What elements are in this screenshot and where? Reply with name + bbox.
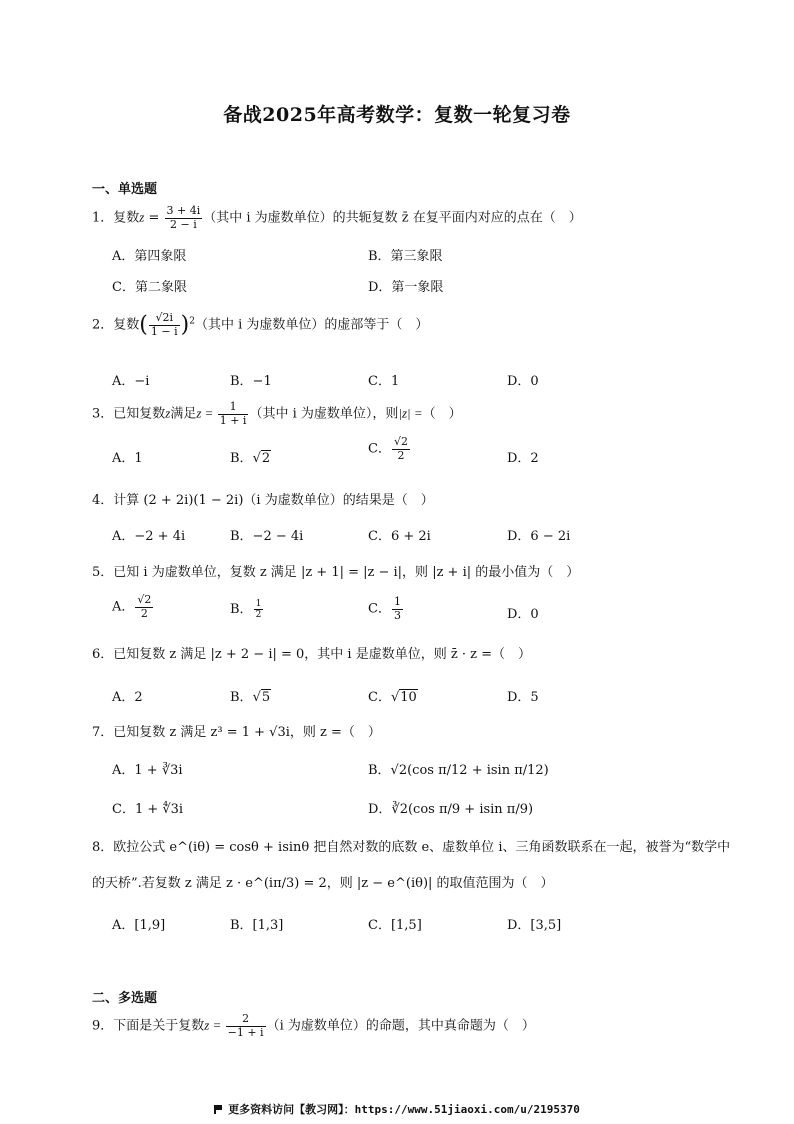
q2-num: √2i — [149, 312, 180, 326]
q9-den: −1 + i — [227, 1025, 264, 1039]
q8-option-d[interactable]: D．[3,5] — [507, 918, 562, 933]
q7-option-c[interactable]: C．1 + ∜3i — [112, 802, 184, 817]
footer-link[interactable]: 更多资料访问【教习网】：https://www.51jiaoxi.com/u/2195370 — [228, 1103, 580, 1116]
footer[interactable] — [0, 1101, 794, 1117]
q6-option-d[interactable]: D．5 — [507, 690, 539, 705]
page-title: 备战2025年高考数学：复数一轮复习卷 — [223, 104, 571, 126]
section-heading-multi-choice: 二、多选题 — [92, 991, 158, 1006]
q6-b-value: 5 — [261, 690, 271, 705]
q6-b-label: B． — [230, 690, 253, 705]
q2-prefix: 2．复数 — [92, 317, 140, 333]
q4-option-a[interactable]: A．−2 + 4i — [112, 529, 186, 544]
q2-option-d[interactable]: D．0 — [507, 374, 539, 389]
q2-den: 1 − i — [150, 324, 178, 338]
q3-num: 1 — [218, 401, 249, 415]
q3-option-c[interactable] — [368, 436, 411, 462]
section-heading-single-choice: 一、单选题 — [92, 182, 158, 197]
q3-abs: |z| = — [398, 405, 423, 421]
question-2: 2．复数( $\frac{√2i}{1 - i}$ )$^2$（其中 i 为虚数单位）的虚部等于（ ） — [92, 311, 429, 338]
q6-c-value: 10 — [400, 690, 417, 705]
q3-c-num: √2 — [393, 435, 408, 448]
question-7: 7．已知复数 z 满足 z³ = 1 + √3i，则 z =（ ） — [92, 725, 381, 740]
q8-option-c[interactable]: C．[1,5] — [368, 918, 422, 933]
q3-b-label: B． — [230, 451, 253, 466]
q1-eq: = — [144, 210, 164, 226]
q5-option-c[interactable] — [368, 596, 404, 622]
q1-option-d[interactable]: D．第一象限 — [368, 280, 444, 295]
q9-num: 2 — [226, 1013, 266, 1027]
q5-a-fraction — [135, 594, 153, 620]
q5-option-d[interactable]: D．0 — [507, 607, 539, 622]
question-9 — [92, 1013, 535, 1039]
q3-b-value: 2 — [261, 451, 271, 466]
q2-option-b[interactable]: B．−1 — [230, 374, 272, 389]
q1-prefix: 1．复数 — [92, 210, 140, 226]
q1-option-c[interactable]: C．第二象限 — [112, 280, 187, 295]
q3-mid: 满足 — [170, 406, 197, 422]
q4-option-d[interactable]: D．6 − 2i — [507, 529, 571, 544]
question-8-line-1: 8．欧拉公式 e^(iθ) = cosθ + isinθ 把自然对数的底数 e、虚数单位 i、三角函数联系在一起，被誉为“数学中 — [92, 840, 731, 855]
q6-c-label: C． — [368, 690, 391, 705]
q1-den: 2 − i — [170, 217, 197, 231]
q8-option-a[interactable]: A．[1,9] — [112, 918, 166, 933]
q5-b-label: B． — [230, 602, 253, 617]
q8-option-b[interactable]: B．[1,3] — [230, 918, 284, 933]
q5-option-a[interactable] — [112, 594, 154, 620]
q6-option-a[interactable]: A．2 — [112, 690, 143, 705]
flag-icon — [214, 1105, 223, 1114]
q3-den: 1 + i — [219, 413, 247, 427]
q7-option-b[interactable]: B．√2(cos π/12 + isin π/12) — [368, 763, 549, 778]
q4-option-c[interactable]: C．6 + 2i — [368, 529, 431, 544]
q3-tail: （ ） — [422, 406, 462, 422]
q3-c-den: 2 — [397, 448, 405, 462]
q7-option-d[interactable]: D．∛2(cos π/9 + isin π/9) — [368, 802, 534, 817]
q3-option-a[interactable]: A．1 — [112, 451, 143, 466]
question-4: 4．计算 (2 + 2i)(1 − 2i)（i 为虚数单位）的结果是（ ） — [92, 493, 434, 508]
q3-c-fraction — [392, 436, 410, 462]
q5-c-num: 1 — [393, 595, 401, 608]
q3-fraction — [218, 401, 249, 427]
q9-fraction — [226, 1013, 266, 1039]
q3-var: z — [165, 405, 171, 421]
question-1 — [92, 205, 582, 231]
q1-var: z — [139, 209, 145, 225]
q5-c-label: C． — [368, 601, 391, 617]
q5-a-num: √2 — [137, 593, 152, 606]
q1-fraction — [165, 205, 203, 231]
q4-option-b[interactable]: B．−2 − 4i — [230, 529, 304, 544]
q2-option-a[interactable]: A．−i — [112, 374, 150, 389]
q5-option-b[interactable] — [230, 598, 264, 620]
q3-option-d[interactable]: D．2 — [507, 451, 539, 466]
q1-num: 3 + 4i — [166, 204, 201, 217]
q5-b-den: 2 — [255, 610, 262, 620]
q3-prefix: 3．已知复数 — [92, 406, 166, 422]
q5-b-num: 1 — [255, 598, 262, 609]
q2-option-c[interactable]: C．1 — [368, 374, 400, 389]
q5-b-fraction — [254, 599, 264, 621]
q1-option-b[interactable]: B．第三象限 — [368, 249, 443, 264]
q5-a-label: A． — [112, 599, 135, 615]
question-5: 5．已知 i 为虚数单位，复数 z 满足 |z + 1| = |z − i|，则 |z + i| 的最小值为（ ） — [92, 565, 580, 580]
question-8-line-2: 的天桥”.若复数 z 满足 z · e^(iπ/3) = 2，则 |z − e^(iθ)| 的取值范围为（ ） — [92, 876, 554, 891]
q3-text: （其中 i 为虚数单位），则 — [249, 406, 399, 422]
q2-fraction — [149, 312, 180, 338]
q3-c-label: C． — [368, 441, 391, 457]
q9-prefix: 9．下面是关于复数 — [92, 1018, 205, 1034]
q1-option-a[interactable]: A．第四象限 — [112, 249, 187, 264]
q2-text: （其中 i 为虚数单位）的虚部等于（ ） — [194, 317, 429, 333]
q6-option-c[interactable]: C．√10 — [368, 690, 417, 705]
q7-option-a[interactable]: A．1 + ∛3i — [112, 763, 183, 778]
q9-eq: z = — [204, 1017, 225, 1033]
q9-text: （i 为虚数单位）的命题，其中真命题为（ ） — [266, 1018, 535, 1034]
q3-eq: z = — [196, 405, 217, 421]
q5-c-den: 3 — [393, 608, 401, 622]
question-3 — [92, 401, 462, 427]
q5-a-den: 2 — [140, 606, 148, 620]
q6-option-b[interactable]: B．√5 — [230, 690, 271, 705]
question-6: 6．已知复数 z 满足 |z + 2 − i| = 0，其中 i 是虚数单位，则 z̄ · z =（ ） — [92, 647, 531, 662]
q5-c-fraction — [392, 596, 403, 622]
q3-option-b[interactable]: B．√2 — [230, 451, 271, 466]
q2-exponent: 2 — [189, 316, 195, 327]
q1-text: （其中 i 为虚数单位）的共轭复数 z̄ 在复平面内对应的点在（ ） — [203, 210, 582, 226]
